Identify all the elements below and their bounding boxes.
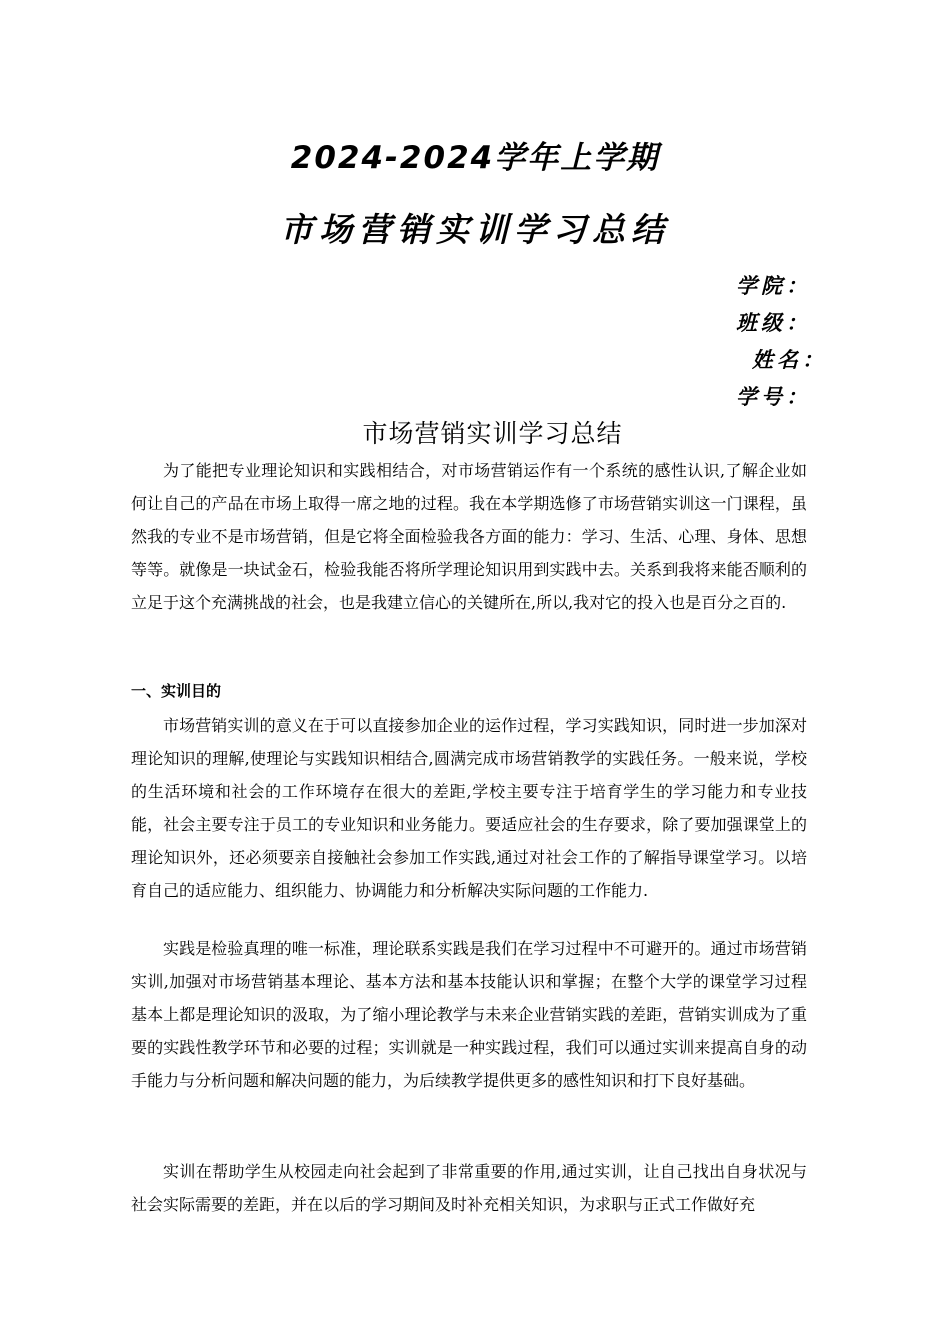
intro-paragraph: 为了能把专业理论知识和实践相结合，对市场营销运作有一个系统的感性认识,了解企业如何让自己的产品在市场上取得一席之地的过程。我在本学期选修了市场营销实训这一门课程，虽然我的专业不是市场营销，但是它将全面检验我各方面的能力：学习、生活、心理、身体、思想等等。就像是一块试金石，检验我能否将所学理论知识用到实践中去。关系到我将来能否顺利的立足于这个充满挑战的社会，也是我建立信心的关键所在,所以,我对它的投入也是百分之百的. <box>131 461 807 612</box>
class-label: 班级： <box>736 311 811 335</box>
paragraph-block-2 <box>131 932 807 1097</box>
section-heading-purpose: 一、实训目的 <box>131 682 222 700</box>
body-paragraph: 市场营销实训的意义在于可以直接参加企业的运作过程，学习实践知识，同时进一步加深对理论知识的理解,使理论与实践知识相结合,圆满完成市场营销教学的实践任务。一般来说，学校的生活环境和社会的工作环境存在很大的差距,学校主要专注于培育学生的学习能力和专业技能，社会主要专注于员工的专业知识和业务能力。要适应社会的生存要求，除了要加强课堂上的理论知识外，还必须要亲自接触社会参加工作实践,通过对社会工作的了解指导课堂学习。以培育自己的适应能力、组织能力、协调能力和分析解决实际问题的工作能力. <box>131 716 807 900</box>
title-main-line: 市场营销实训学习总结 <box>280 210 670 249</box>
body-paragraph: 实训在帮助学生从校园走向社会起到了非常重要的作用,通过实训，让自己找出自身状况与社会实际需要的差距，并在以后的学习期间及时补充相关知识，为求职与正式工作做好充 <box>131 1162 807 1214</box>
paragraph-block-1 <box>131 709 807 907</box>
intro-paragraph-block <box>131 454 807 619</box>
body-paragraph: 实践是检验真理的唯一标准，理论联系实践是我们在学习过程中不可避开的。通过市场营销实训,加强对市场营销基本理论、基本方法和基本技能认识和掌握；在整个大学的课堂学习过程基本上都是理论知识的汲取，为了缩小理论教学与未来企业营销实践的差距，营销实训成为了重要的实践性教学环节和必要的过程；实训就是一种实践过程，我们可以通过实训来提高自身的动手能力与分析问题和解决问题的能力，为后续教学提供更多的感性知识和打下良好基础。 <box>131 939 807 1090</box>
college-label: 学院： <box>736 274 811 298</box>
name-label: 姓名： <box>752 348 827 372</box>
document-heading: 市场营销实训学习总结 <box>362 419 623 448</box>
title-year-line: 2024-2024学年上学期 <box>290 140 660 176</box>
student-id-label: 学号： <box>736 385 811 409</box>
paragraph-block-3 <box>131 1155 807 1221</box>
